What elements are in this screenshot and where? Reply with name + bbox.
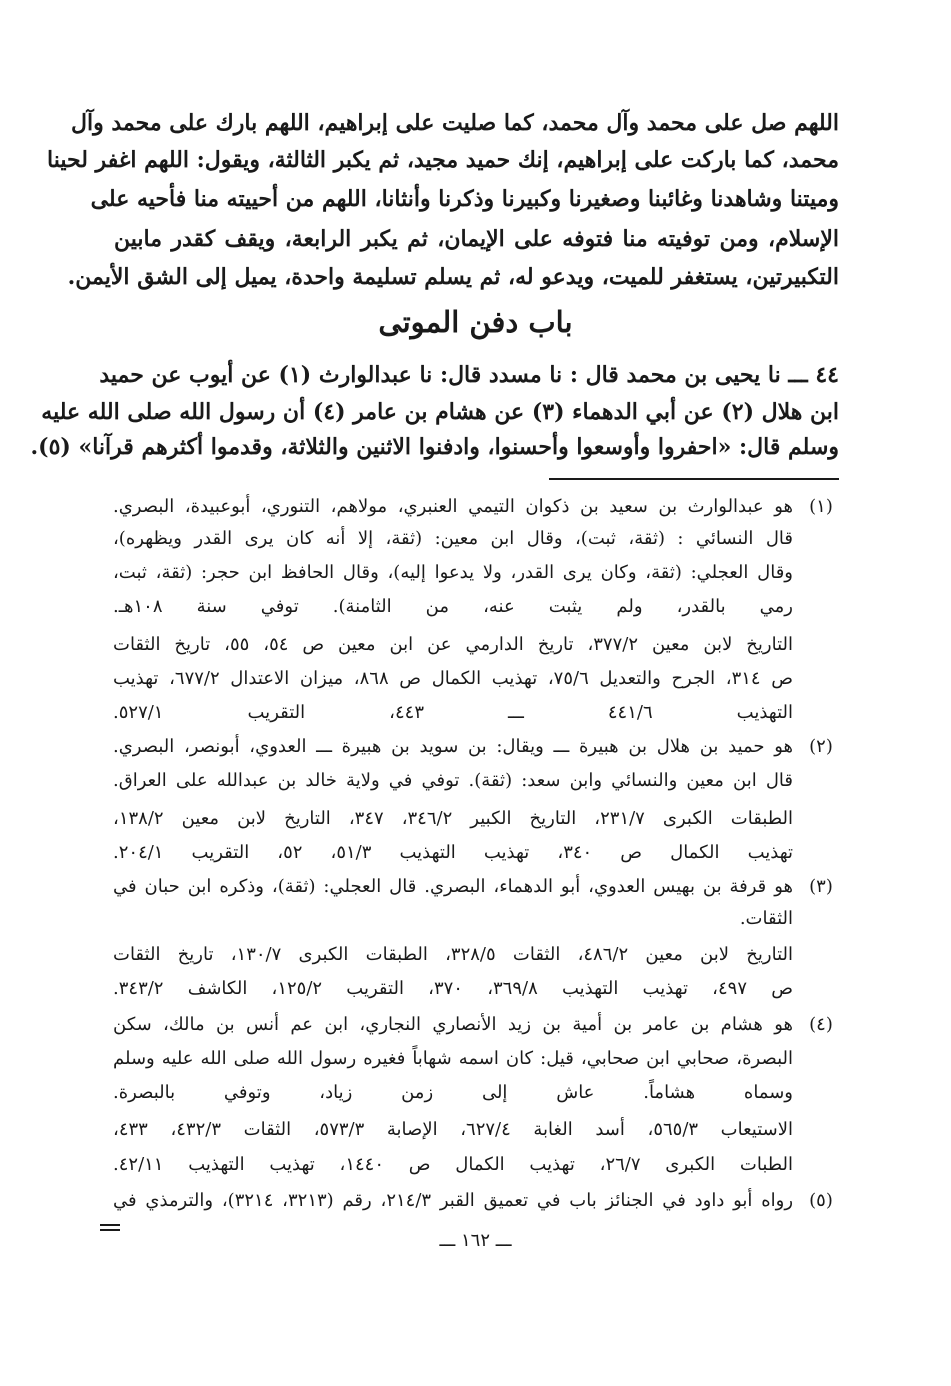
footnote-line: ص ٣١٤، الجرح والتعديل ٧٥/٦، تهذيب الكمال ص ٨٦٨، ميزان الاعتدال ٦٧٧/٢، تهذيب [113,668,793,689]
body-line: الإسلام، ومن توفيته منا فتوفه على الإيمان، ثم يكبر الرابعة، ويقف كقدر مابين [114,226,839,252]
page-number: ـــ ١٦٢ ـــ [439,1230,512,1251]
footnote-line: الطبات الكبرى ٢٦/٧، تهذيب الكمال ص ١٤٤٠، تهذيب التهذيب ٤٢/١١. [113,1154,794,1175]
footnote-line: هو قرفة بن بهيس العدوي، أبو الدهماء، البصري. قال العجلي: (ثقة)، وذكره ابن حبان في [113,876,793,897]
footnote-line: هو عبدالوارث بن سعيد بن ذكوان التيمي العنبري، مولاهم، التنوري، أبوعبيدة، البصري. [113,496,793,517]
footnote-line: قال النسائي : (ثقة، ثبت)، وقال ابن معين: (ثقة، إلا أنه كان يرى القدر ويظهره)، [113,528,793,549]
footnote-line: ص ٤٩٧، تهذيب التهذيب ٣٦٩/٨، ٣٧٠، التقريب ١٢٥/٢، الكاشف ٣٤٣/٢. [113,978,793,999]
footnote-line: الطبقات الكبرى ٢٣١/٧، التاريخ الكبير ٣٤٦/٢، ٣٤٧، التاريخ لابن معين ١٣٨/٢، [113,808,794,829]
footnote-line: التاريخ لابن معين ٤٨٦/٢، الثقات ٣٢٨/٥، الطبقات الكبرى ١٣٠/٧، تاريخ الثقات [113,944,793,965]
footnote-line: رمي بالقدر، ولم يثبت عنه، من الثامنة). توفي سنة ١٠٨هـ. [113,596,793,617]
footnote-line: هو حميد بن هلال بن هبيرة ـــ ويقال: بن سويد بن هبيرة ـــ العدوي، أبونصر، البصري. [113,736,793,757]
footnote-line: الثقات. [739,908,793,929]
hadith-line: ٤٤ ـــ نا يحيى بن محمد قال : نا مسدد قال: نا عبدالوارث (١) عن أيوب عن حميد [99,362,839,388]
body-line: التكبيرتين، يستغفر للميت، ويدعو له، ثم يسلم تسليمة واحدة، يميل إلى الشق الأيمن. [67,264,839,290]
footnote-line: رواه أبو داود في الجنائز باب في تعميق القبر ٢١٤/٣، رقم (٣٢١٣، ٣٢١٤)، والترمذي في [113,1190,794,1211]
hadith-line: ابن هلال (٢) عن أبي الدهماء (٣) عن هشام بن عامر (٤) أن رسول الله صلى الله عليه [41,399,839,425]
footnote-line: التاريخ لابن معين ٣٧٧/٢، تاريخ الدارمي عن ابن معين ص ٥٤، ٥٥، تاريخ الثقات [113,634,793,655]
section-heading: باب دفن الموتى [378,305,573,339]
footnote-number: (٤) [809,1014,833,1035]
footnote-number: (٢) [809,736,833,757]
footnote-line: البصرة، صحابي ابن صحابي، قيل: كان اسمه شهاباً فغيره رسول الله صلى الله عليه وسلم [113,1048,793,1069]
footnote-number: (١) [809,496,833,517]
footnote-line: الاستيعاب ٥٦٥/٣، أسد الغابة ٦٢٧/٤، الإصابة ٥٧٣/٣، الثقات ٤٣٢/٣، ٤٣٣، [113,1119,794,1140]
hadith-line: وسلم قال: «احفروا وأوسعوا وأحسنوا، وادفنوا الاثنين والثلاثة، وقدموا أكثرهم قرآنا» (٥). [30,434,839,460]
body-line: اللهم صل على محمد وآل محمد، كما صليت على إبراهيم، اللهم بارك على محمد وآل [70,110,839,136]
footnote-number: (٣) [809,876,833,897]
body-line: وميتنا وشاهدنا وغائبنا وصغيرنا وكبيرنا وذكرنا وأنثانا، اللهم من أحييته منا فأحيه على [90,186,839,212]
footnote-line: وسماه هشاماً. عاش إلى زمن زياد، وتوفي بالبصرة. [113,1082,793,1103]
body-line: محمد، كما باركت على إبراهيم، إنك حميد مجيد، ثم يكبر الثالثة، ويقول: اللهم اغفر لحينا [47,147,839,173]
footnote-line: تهذيب الكمال ص ٣٤٠، تهذيب التهذيب ٥١/٣، ٥٢، التقريب ٢٠٤/١. [113,842,794,863]
footnote-divider [549,478,839,480]
footnote-number: (٥) [809,1190,833,1211]
footnote-line: التهذيب ٤٤١/٦ ـــ ٤٤٣، التقريب ٥٢٧/١. [113,702,793,723]
footnote-line: وقال العجلي: (ثقة، وكان يرى القدر، ولا يدعوا إليه)، وقال الحافظ ابن حجر: (ثقة، ثبت، [113,562,793,583]
footnote-line: هو هشام بن عامر بن أمية بن زيد الأنصاري النجاري، ابن عم أنس بن مالك، سكن [113,1014,793,1035]
footnote-line: قال ابن معين والنسائي وابن سعد: (ثقة). توفي في ولاية خالد بن عبدالله على العراق. [113,770,793,791]
